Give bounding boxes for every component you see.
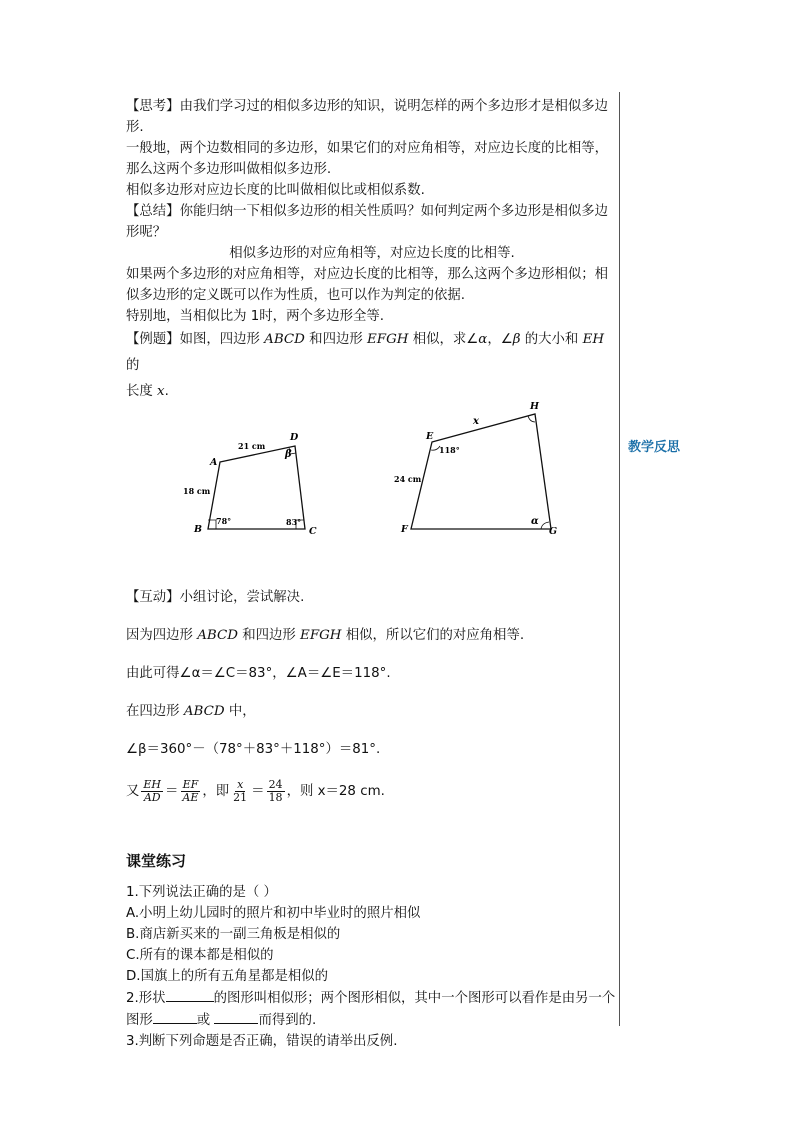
quad-abcd: ABCD bbox=[264, 332, 305, 347]
angle-mark-g bbox=[541, 522, 549, 529]
fraction-numerator: EF bbox=[182, 777, 199, 791]
interact-tag: 【互动】 bbox=[126, 590, 180, 605]
quad-abcd: ABCD bbox=[197, 628, 238, 643]
practice-q1: 1.下列说法正确的是（ ） bbox=[126, 885, 277, 900]
summary-center-line: 相似多边形的对应角相等，对应边长度的比相等. bbox=[229, 246, 515, 261]
question-text: 而得到的. bbox=[258, 1013, 317, 1028]
fraction-denominator: 21 bbox=[233, 790, 248, 804]
alpha-symbol: α bbox=[478, 332, 488, 347]
think-para2: 相似多边形对应边长度的比叫做相似比或相似系数. bbox=[126, 183, 425, 198]
solution-step-5 bbox=[126, 777, 618, 807]
main-content bbox=[126, 96, 618, 1052]
vertex-label-a: A bbox=[210, 457, 218, 468]
column-divider bbox=[619, 92, 620, 1026]
vertex-label-d: D bbox=[290, 432, 299, 443]
question-text: 2.形状 bbox=[126, 991, 166, 1006]
beta-symbol: β bbox=[512, 332, 521, 347]
example-text: 的大小和 bbox=[520, 332, 583, 347]
angle-value-g: α bbox=[531, 516, 539, 527]
quad-abcd: ABCD bbox=[183, 704, 225, 719]
step-text: ，即 bbox=[202, 784, 230, 799]
summary-question-text: 你能归纳一下相似多边形的相关性质吗？如何判定两个多边形是相似多边形呢？ bbox=[126, 204, 609, 240]
example-text: 长度 bbox=[126, 384, 158, 399]
angle-value-e: 118° bbox=[439, 445, 460, 455]
fraction-24-18 bbox=[267, 779, 285, 804]
step-text: 相似，所以它们的对应角相等. bbox=[341, 628, 525, 643]
angle-value-c: 83° bbox=[286, 517, 302, 527]
vertex-label-c: C bbox=[309, 526, 317, 537]
fill-blank-2[interactable] bbox=[153, 1009, 197, 1024]
think-question bbox=[126, 96, 618, 138]
example-tag: 【例题】 bbox=[126, 332, 180, 347]
practice-q2 bbox=[126, 987, 618, 1031]
angle-value-d: β bbox=[285, 449, 292, 460]
vertex-label-f: F bbox=[401, 524, 408, 535]
vertex-label-b: B bbox=[194, 524, 203, 535]
step-text: ，则 x＝28 cm. bbox=[286, 784, 385, 799]
think-question-text: 由我们学习过的相似多边形的知识，说明怎样的两个多边形才是相似多边形. bbox=[126, 99, 609, 135]
step-text: 因为四边形 bbox=[126, 628, 198, 643]
example-text: . bbox=[164, 384, 169, 399]
fraction-numerator: x bbox=[237, 777, 244, 791]
practice-option-d: D.国旗上的所有五角星都是相似的 bbox=[126, 969, 329, 984]
fraction-numerator: EH bbox=[143, 777, 162, 791]
practice-option-c: C.所有的课本都是相似的 bbox=[126, 948, 274, 963]
solution-step-3 bbox=[126, 701, 618, 722]
solution-step-1 bbox=[126, 625, 618, 646]
x-symbol: x bbox=[157, 384, 165, 399]
equals-sign: ＝ bbox=[251, 784, 265, 799]
step-text: 在四边形 bbox=[126, 704, 184, 719]
step-text: 又 bbox=[126, 784, 140, 799]
practice-option-b: B.商店新买来的一副三角板是相似的 bbox=[126, 927, 341, 942]
think-tag: 【思考】 bbox=[126, 99, 180, 114]
side-length-ab: 18 cm bbox=[183, 486, 211, 496]
practice-title: 课堂练习 bbox=[126, 852, 187, 870]
fraction-denominator: AD bbox=[143, 790, 161, 804]
practice-q3: 3.判断下列命题是否正确，错误的请举出反例. bbox=[126, 1034, 398, 1049]
vertex-label-e: E bbox=[426, 431, 434, 442]
fraction-eh-ad bbox=[141, 779, 163, 804]
similar-quadrilaterals-figure bbox=[178, 394, 568, 544]
vertex-label-h: H bbox=[530, 401, 539, 412]
fraction-numerator: 24 bbox=[268, 777, 283, 791]
solution-step-4: ∠β＝360°－（78°＋83°＋118°）＝81°. bbox=[126, 742, 381, 757]
summary-tag: 【总结】 bbox=[126, 204, 180, 219]
angle-value-b: 78° bbox=[216, 516, 232, 526]
quad-efgh: EFGH bbox=[300, 628, 342, 643]
step-text: 和四边形 bbox=[237, 628, 301, 643]
example-text: 的 bbox=[126, 358, 140, 373]
example-text: ，∠ bbox=[487, 332, 513, 347]
summary-para1: 如果两个多边形的对应角相等，对应边长度的比相等，那么这两个多边形相似；相似多边形的定义既可以作为性质，也可以作为判定的依据. bbox=[126, 267, 609, 303]
practice-option-a: A.小明上幼儿园时的照片和初中毕业时的照片相似 bbox=[126, 906, 421, 921]
example-text: 和四边形 bbox=[304, 332, 367, 347]
fraction-denominator: 18 bbox=[268, 790, 283, 804]
question-text: 的图形叫相似形；两个图形相似，其中一个图形可以看作是由另一个图形 bbox=[126, 991, 616, 1028]
equals-sign: ＝ bbox=[165, 784, 179, 799]
interact-line bbox=[126, 587, 618, 608]
teaching-reflection-label: 教学反思 bbox=[628, 440, 681, 455]
solution-step-2: 由此可得∠α＝∠C＝83°，∠A＝∠E＝118°. bbox=[126, 666, 391, 681]
eh-symbol: EH bbox=[582, 332, 605, 347]
example-text: 如图，四边形 bbox=[179, 332, 265, 347]
angle-mark-h bbox=[528, 416, 535, 422]
summary-para2: 特别地，当相似比为 1时，两个多边形全等. bbox=[126, 309, 385, 324]
side-length-eh: x bbox=[473, 416, 479, 427]
fraction-x-21 bbox=[231, 779, 249, 804]
fill-blank-1[interactable] bbox=[166, 987, 214, 1002]
think-para1: 一般地，两个边数相同的多边形，如果它们的对应角相等，对应边长度的比相等，那么这两个多边形叫做相似多边形. bbox=[126, 141, 609, 177]
question-text: 或 bbox=[196, 1013, 215, 1028]
fraction-denominator: AE bbox=[182, 790, 199, 804]
step-text: 中， bbox=[224, 704, 256, 719]
fill-blank-3[interactable] bbox=[214, 1009, 258, 1024]
vertex-label-g: G bbox=[549, 526, 558, 537]
quad-efgh: EFGH bbox=[367, 332, 409, 347]
side-length-ef: 24 cm bbox=[394, 474, 422, 484]
side-length-ad: 21 cm bbox=[238, 441, 266, 451]
summary-question bbox=[126, 201, 618, 243]
example-text: 相似，求∠ bbox=[408, 332, 479, 347]
interact-text: 小组讨论，尝试解决. bbox=[179, 590, 305, 605]
fraction-ef-ae bbox=[180, 779, 200, 804]
